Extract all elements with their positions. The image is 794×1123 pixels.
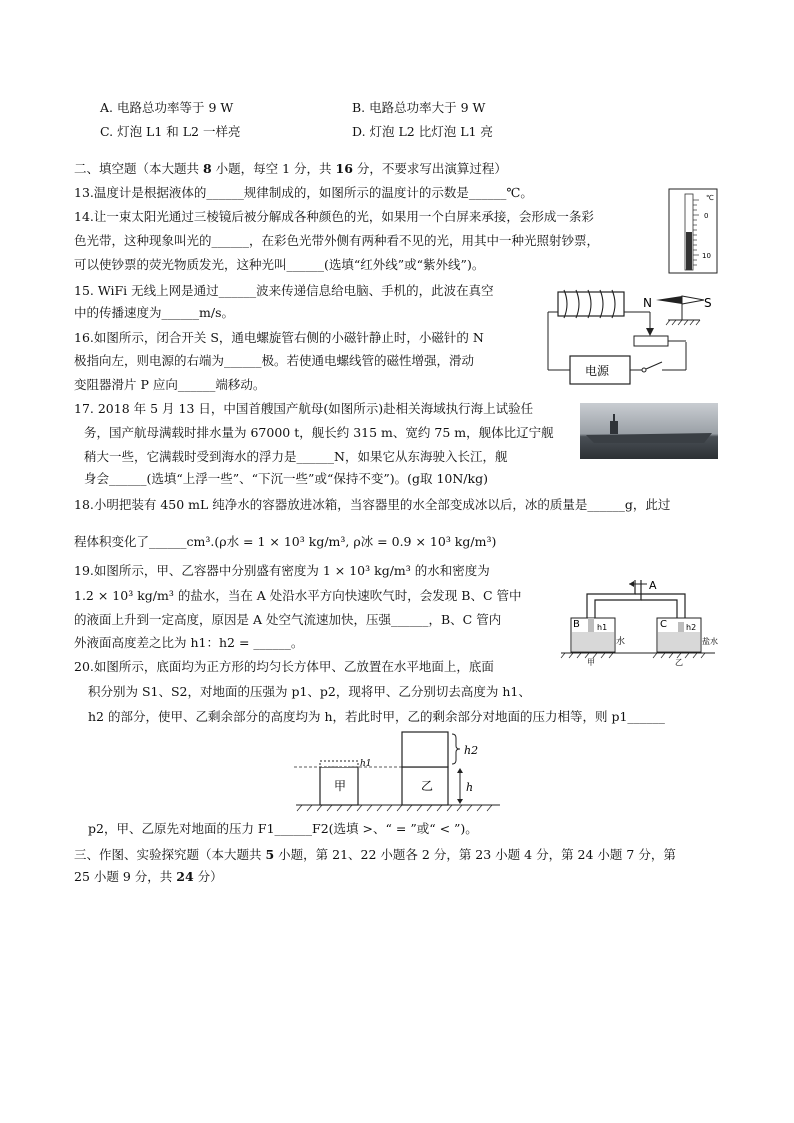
tube-label-yi: 乙 (675, 658, 683, 666)
tube-pressure-figure (557, 574, 719, 666)
question-19-line-1: 19.如图所示，甲、乙容器中分别盛有密度为 1 × 10³ kg/m³ 的水和密度为 (74, 563, 490, 578)
question-17-line-4: 身会______(选填“上浮一些”、“下沉一些”或“保持不变”)。(g取 10N/kg) (84, 471, 488, 486)
question-14-line-1: 14.让一束太阳光通过三棱镜后被分解成各种颜色的光，如果用一个白屏来承接，会形成一条彩 (74, 209, 594, 224)
power-supply-label: 电源 (585, 364, 610, 378)
thermometer-tick-10: 10 (702, 252, 711, 260)
needle-south-label: S (704, 296, 712, 310)
needle-north-label: N (643, 296, 652, 310)
brine-label: 盐水 (702, 637, 718, 646)
block-yi-label: 乙 (421, 779, 434, 793)
question-15-line-2: 中的传播速度为______m/s。 (74, 305, 234, 320)
option-c: C. 灯泡 L1 和 L2 一样亮 (100, 124, 241, 139)
block-h-label: h (466, 781, 474, 794)
section2-heading: 二、填空题（本大题共 8 小题，每空 1 分，共 16 分，不要求写出演算过程） (74, 161, 507, 176)
block-jia-label: 甲 (334, 779, 347, 793)
question-14-line-2: 色光带，这种现象叫光的______，在彩色光带外侧有两种看不见的光，用其中一种光照射钞票， (74, 233, 600, 248)
question-13: 13.温度计是根据液体的______规律制成的，如图所示的温度计的示数是______℃。 (74, 185, 533, 200)
option-d: D. 灯泡 L2 比灯泡 L1 亮 (352, 124, 493, 139)
aircraft-carrier-photo (580, 403, 718, 459)
thermometer-unit: ℃ (706, 194, 714, 202)
question-16-line-2: 极指向左，则电源的右端为______极。若使通电螺线管的磁性增强，滑动 (74, 353, 475, 368)
question-19-line-3: 的液面上升到一定高度，原因是 A 处空气流速加快，压强______，B、C 管内 (74, 612, 502, 627)
question-20-line-3: h2 的部分，使甲、乙剩余部分的高度均为 h，若此时甲，乙的剩余部分对地面的压力相等，则 p1______ (88, 709, 665, 724)
question-18-line-1: 18.小明把装有 450 mL 纯净水的容器放进冰箱，当容器里的水全部变成冰以后，冰的质量是______g，此过 (74, 497, 671, 512)
thermometer-tick-0: 0 (704, 212, 709, 220)
question-14-line-3: 可以使钞票的荧光物质发光，这种光叫______(选填“红外线”或“紫外线”)。 (74, 257, 485, 272)
question-20-line-1: 20.如图所示，底面均为正方形的均匀长方体甲、乙放置在水平地面上，底面 (74, 659, 494, 674)
option-a: A. 电路总功率等于 9 W (100, 100, 234, 115)
tube-label-h2: h2 (686, 623, 697, 632)
tube-label-jia: 甲 (587, 658, 595, 666)
tube-label-a: A (649, 579, 657, 592)
question-16-line-1: 16.如图所示，闭合开关 S，通电螺旋管右侧的小磁针静止时，小磁针的 N (74, 330, 484, 345)
tube-label-c: C (660, 619, 667, 630)
question-17-line-1: 17. 2018 年 5 月 13 日，中国首艘国产航母(如图所示)赴相关海域执行海上试验任 (74, 401, 534, 416)
block-h2-label: h2 (464, 744, 479, 757)
block-h1-label: h1 (360, 759, 372, 769)
question-19-line-4: 外液面高度差之比为 h1：h2 = ______。 (74, 635, 304, 650)
question-17-line-2: 务，国产航母满载时排水量为 67000 t，舰长约 315 m、宽约 75 m，舰体比辽宁舰 (84, 425, 554, 440)
question-15-line-1: 15. WiFi 无线上网是通过______波来传递信息给电脑、手机的，此波在真空 (74, 283, 494, 298)
tube-label-h1: h1 (597, 623, 608, 632)
section3-heading-line-2: 25 小题 9 分，共 24 分） (74, 869, 223, 884)
carrier-silhouette-icon (580, 403, 718, 459)
question-16-line-3: 变阻器滑片 P 应向______端移动。 (74, 377, 266, 392)
blocks-figure (294, 730, 506, 816)
question-20-line-2: 积分别为 S1、S2，对地面的压强为 p1、p2，现将甲、乙分别切去高度为 h1、 (88, 684, 531, 699)
tube-label-b: B (573, 619, 580, 630)
question-19-line-2: 1.2 × 10³ kg/m³ 的盐水，当在 A 处沿水平方向快速吹气时，会发现 B、C 管中 (74, 588, 522, 603)
solenoid-circuit-figure (544, 284, 720, 396)
option-b: B. 电路总功率大于 9 W (352, 100, 486, 115)
question-17-line-3: 稍大一些，它满载时受到海水的浮力是______N，如果它从东海驶入长江，舰 (84, 449, 508, 464)
section3-heading-line-1: 三、作图、实验探究题（本大题共 5 小题，第 21、22 小题各 2 分，第 23 小题 4 分，第 24 小题 7 分，第 (74, 847, 676, 862)
thermometer-figure (668, 188, 718, 274)
water-label: 水 (616, 637, 626, 647)
question-20-line-4: p2，甲、乙原先对地面的压力 F1______F2(选填 >、“ = ”或“ < ”)。 (88, 821, 478, 836)
question-18-line-2: 程体积变化了______cm³.(ρ水 = 1 × 10³ kg/m³, ρ冰 = 0.9 × 10³ kg/m³) (74, 534, 497, 549)
